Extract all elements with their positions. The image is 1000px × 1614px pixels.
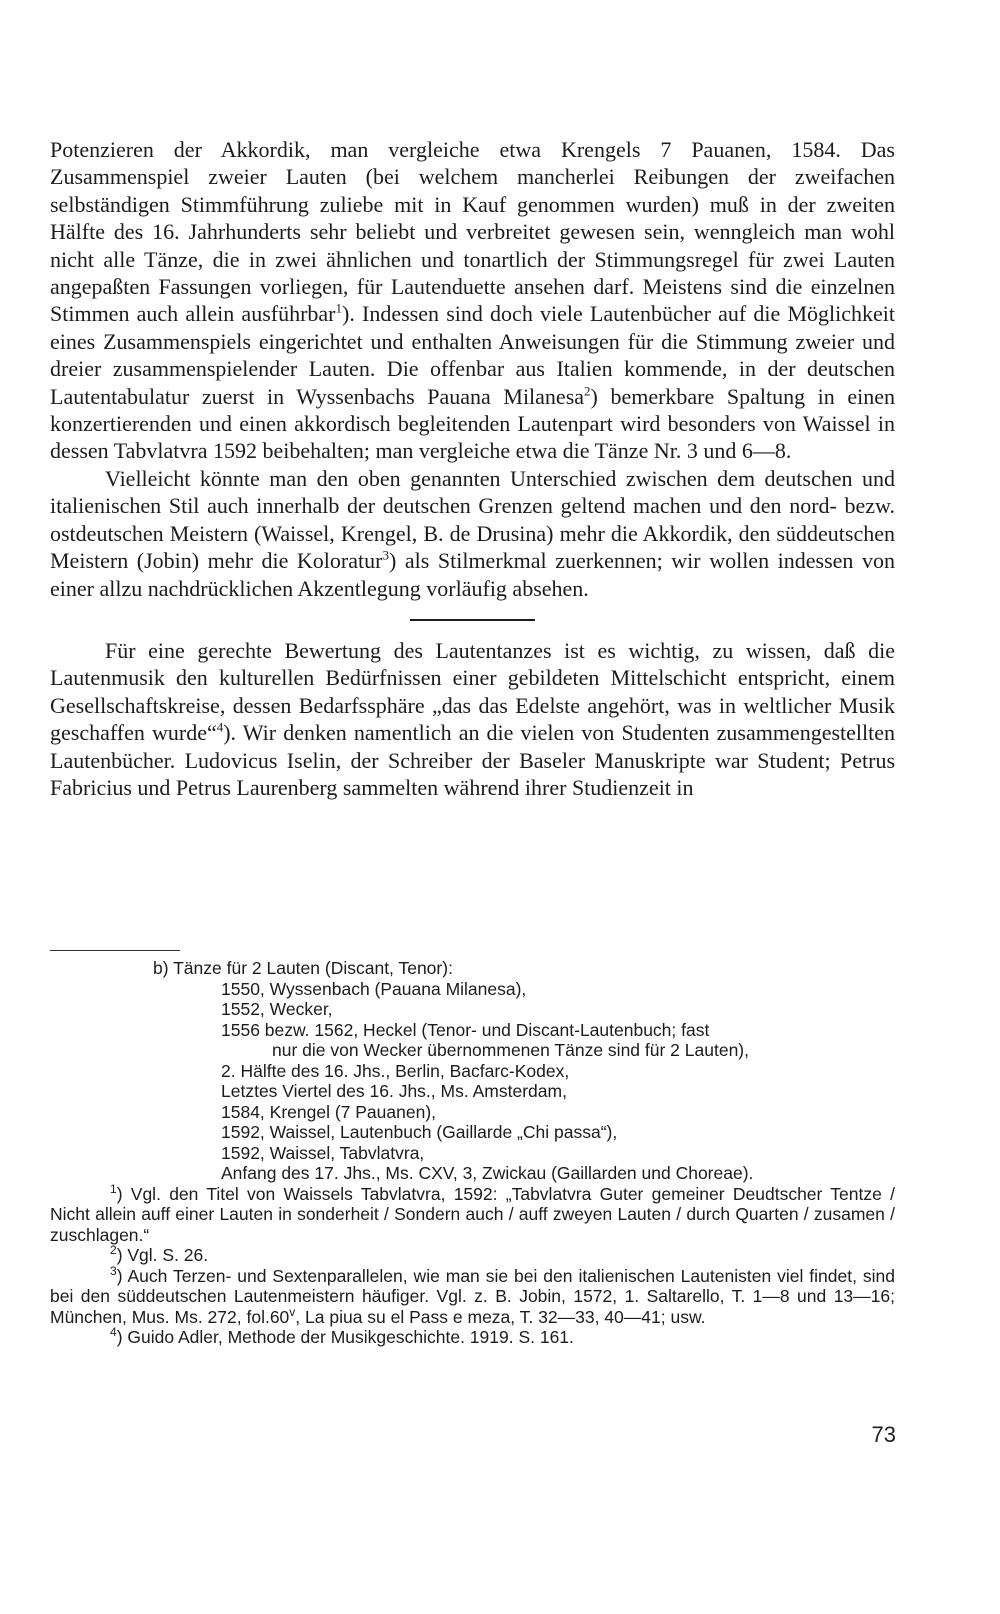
dance-list-item: Anfang des 17. Jhs., Ms. CXV, 3, Zwickau (Gaillarden und Choreae). bbox=[221, 1163, 754, 1183]
dance-list-item: 2. Hälfte des 16. Jhs., Berlin, Bacfarc-Kodex, bbox=[221, 1060, 570, 1081]
footnotes-area bbox=[50, 958, 895, 1348]
footnote-ref-2: 2 bbox=[584, 383, 591, 399]
footnote-1: $^1$) Vgl. den Titel von Waissels Tabvlatvra, 1592: „Tabvlatvra Guter gemeiner Deudtscher Tentze / Nicht allein auff einer Lauten in sonderheit / Sondern auch / auff zweyen Lauten / durch Quarten / zusamen / zuschlagen.“ bbox=[50, 1181, 895, 1245]
paragraph-1: Potenzieren der Akkordik, man vergleiche etwa Krengels 7 Pauanen, 1584. Das Zusammenspiel zweier Lauten (bei welchem mancherlei Reibungen der zweifachen selbständigen Stimmführung zuliebe mit in Kauf genommen wurden) muß in der zweiten Hälfte des 16. Jahrhunderts sehr beliebt und verbreitet gewesen sein, wenngleich man wohl nicht alle Tänze, die in zwei ähnlichen und tonartlich der Stimmungsregel für zwei Lauten angepaßten Fassungen vorliegen, für Lautenduette ansehen darf. Meistens sind die einzelnen Stimmen auch allein ausführbar$^1$). Indessen sind doch viele Lautenbücher auf die Möglichkeit eines Zusammenspiels eingerichtet und enthalten Anweisungen für die Stimmung zweier und dreier zusammenspielender Lauten. Die offenbar aus Italien kommende, in der deutschen Lautentabulatur zuerst in Wyssenbachs Pauana Milanesa$^2$) bemerkbare Spaltung in einen konzertierenden und einen akkordisch begleitenden Lautenpart wird besonders von Waissel in dessen Tabvlatvra 1592 beibehalten; man vergleiche etwa die Tänze Nr. 3 und 6—8. bbox=[50, 137, 895, 464]
footnote-ref-3: 3 bbox=[382, 547, 389, 563]
footnote-2: $^2$) Vgl. S. 26. bbox=[110, 1243, 209, 1265]
footnote-4: $^4$) Guido Adler, Methode der Musikgeschichte. 1919. S. 161. bbox=[110, 1325, 574, 1347]
page-number: 73 bbox=[871, 1422, 896, 1447]
dance-list-item-continuation: nur die von Wecker übernommenen Tänze sind für 2 Lauten), bbox=[272, 1040, 749, 1060]
main-text bbox=[50, 136, 895, 801]
paragraph-3: Für eine gerechte Bewertung des Lautentanzes ist es wichtig, zu wissen, daß die Lautenmusik den kulturellen Bedürfnissen einer gebildeten Mittelschicht entspricht, einem Gesellschaftskreise, dessen Bedarfssphäre „das das Edelste angehört, was in weltlicher Musik geschaffen wurde“$^4$). Wir denken namentlich an die vielen von Studenten zusammengestellten Lautenbücher. Ludovicus Iselin, der Schreiber der Baseler Manuskripte war Student; Petrus Fabricius und Petrus Laurenberg sammelten während ihrer Studienzeit in bbox=[50, 637, 895, 800]
dance-list-item: 1592, Waissel, Lautenbuch (Gaillarde „Chi passa“), bbox=[221, 1122, 618, 1142]
dance-list-item: 1592, Waissel, Tabvlatvra, bbox=[221, 1142, 425, 1163]
footnote-mark: 1 bbox=[110, 1181, 117, 1196]
footnote-ref-1: 1 bbox=[335, 301, 342, 317]
dance-list-item: Letztes Viertel des 16. Jhs., Ms. Amsterdam, bbox=[221, 1081, 567, 1101]
footnote-3: $^3$) Auch Terzen- und Sextenparallelen, wie man sie bei den italienischen Lautenisten viel findet, sind bei den süddeutschen Lautenmeistern häufiger. Vgl. z. B. Jobin, 1572, 1. Saltarello, T. 1—8 und 13—16; München, Mus. Ms. 272, fol.60$^v$, La piua su el Pass e meza, T. 32—33, 40—41; usw. bbox=[50, 1263, 895, 1327]
footnote-mark: 2 bbox=[110, 1243, 117, 1258]
dance-list-item: 1556 bezw. 1562, Heckel (Tenor- und Discant-Lautenbuch; fast bbox=[221, 1019, 710, 1040]
dance-list-item: 1550, Wyssenbach (Pauana Milanesa), bbox=[221, 978, 527, 999]
footnote-ref-4: 4 bbox=[216, 719, 224, 735]
section-divider bbox=[410, 619, 535, 621]
folio-verso-mark: v bbox=[289, 1304, 296, 1319]
dance-list-item: 1552, Wecker, bbox=[221, 999, 333, 1019]
paragraph-2: Vielleicht könnte man den oben genannten Unterschied zwischen dem deutschen und italienischen Stil auch innerhalb der deutschen Grenzen geltend machen und den nord- bezw. ostdeutschen Meistern (Waissel, Krengel, B. de Drusina) mehr die Akkordik, den süddeutschen Meistern (Jobin) mehr die Koloratur$^3$) als Stilmerkmal zuerkennen; wir wollen indessen von einer allzu nachdrücklichen Akzentlegung vorläufig absehen. bbox=[50, 465, 895, 601]
footnote-mark: 4 bbox=[110, 1325, 117, 1340]
dance-list-heading: b) Tänze für 2 Lauten (Discant, Tenor): bbox=[153, 958, 453, 978]
dance-list-item: 1584, Krengel (7 Pauanen), bbox=[221, 1101, 437, 1122]
footnote-mark: 3 bbox=[110, 1263, 117, 1278]
footnote-separator bbox=[50, 950, 180, 951]
